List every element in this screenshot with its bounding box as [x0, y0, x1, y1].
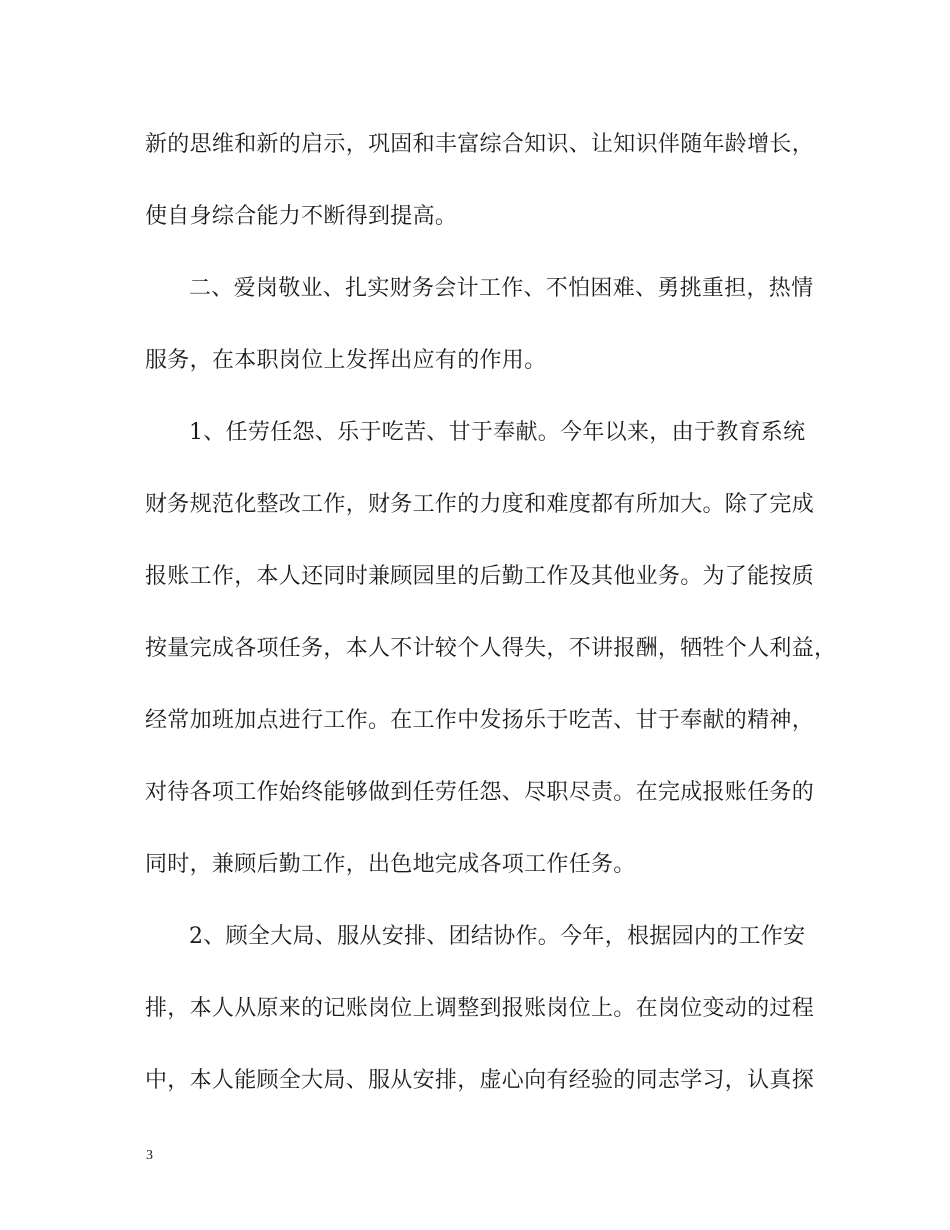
body-text-line: 对待各项工作始终能够做到任劳任怨、尽职尽责。在完成报账任务的 — [145, 780, 815, 805]
section-heading-line: 服务，在本职岗位上发挥出应有的作用。 — [145, 348, 547, 373]
page-number: 3 — [146, 1148, 153, 1163]
body-text-line: 中，本人能顾全大局、服从安排，虚心向有经验的同志学习，认真探 — [145, 1068, 815, 1093]
body-text-line: 使自身综合能力不断得到提高。 — [145, 204, 458, 229]
paragraph-start-line: 2、顾全大局、服从安排、团结协作。今年，根据园内的工作安 — [189, 924, 806, 949]
paragraph-start-line: 1、任劳任怨、乐于吃苦、甘于奉献。今年以来，由于教育系统 — [189, 420, 806, 445]
body-text-line: 按量完成各项任务，本人不计较个人得失，不讲报酬，牺牲个人利益， — [145, 636, 837, 661]
body-text-line: 报账工作，本人还同时兼顾园里的后勤工作及其他业务。为了能按质 — [145, 564, 815, 589]
body-text-line: 排，本人从原来的记账岗位上调整到报账岗位上。在岗位变动的过程 — [145, 996, 815, 1021]
body-text-line: 财务规范化整改工作，财务工作的力度和难度都有所加大。除了完成 — [145, 492, 815, 517]
body-text-line: 新的思维和新的启示，巩固和丰富综合知识、让知识伴随年龄增长， — [145, 132, 815, 157]
body-text-line: 同时，兼顾后勤工作，出色地完成各项工作任务。 — [145, 852, 636, 877]
body-text-line: 经常加班加点进行工作。在工作中发扬乐于吃苦、甘于奉献的精神， — [145, 708, 815, 733]
section-heading-line: 二、爱岗敬业、扎实财务会计工作、不怕困难、勇挑重担，热情 — [189, 276, 814, 301]
